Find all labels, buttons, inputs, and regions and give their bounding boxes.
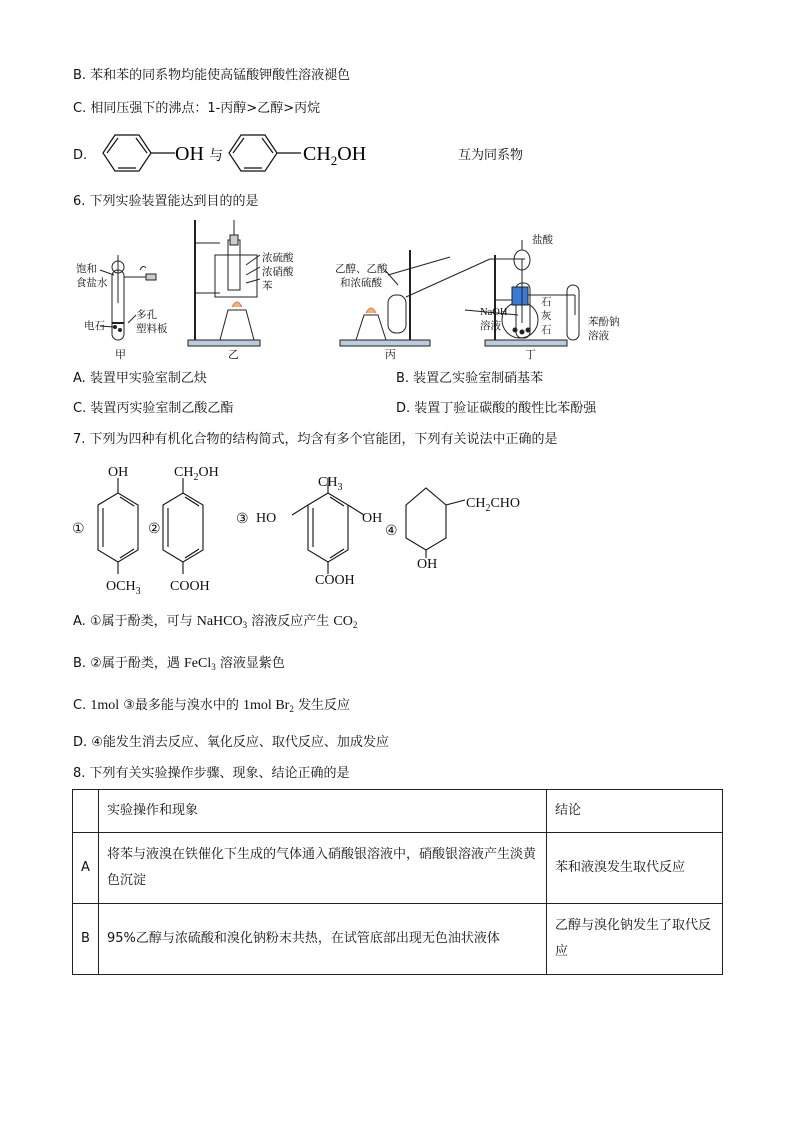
q6-stem: 6. 下列实验装置能达到目的的是 — [73, 194, 259, 209]
label-shi-1: 石 — [541, 297, 552, 308]
caption-jia: 甲 — [115, 349, 126, 360]
q6-option-b: B. 装置乙实验室制硝基苯 — [396, 371, 544, 386]
label-ben: 苯 — [262, 281, 273, 292]
struct3-oh: OH — [362, 511, 383, 526]
q7-option-b: B. ②属于酚类，遇 FeCl$_3$ 溶液显紫色 — [73, 656, 285, 672]
label-rongye: 溶液 — [480, 321, 501, 332]
struct4-number: ④ — [385, 524, 398, 539]
q5-option-b: B. 苯和苯的同系物均能使高锰酸钾酸性溶液褪色 — [73, 68, 351, 83]
q7-option-a: A. ①属于酚类，可与 NaHCO$_3$ 溶液反应产生 $CO_2$ — [73, 614, 358, 630]
label-rongye-2: 溶液 — [588, 331, 609, 342]
struct2-number: ② — [148, 522, 161, 537]
struct3-number: ③ — [236, 512, 249, 527]
label-benfenna: 苯酚钠 — [588, 317, 620, 328]
q8-experiment-table — [72, 789, 723, 975]
label-yansuan: 盐酸 — [532, 235, 553, 246]
table-header-cell — [73, 790, 99, 833]
label-nongliusuan: 浓硫酸 — [262, 253, 294, 264]
row-conclusion: 苯和液溴发生取代反应 — [547, 833, 723, 904]
label-he-nongliusuan: 和浓硫酸 — [340, 278, 382, 289]
q5-option-d-suffix: 互为同系物 — [458, 148, 524, 163]
q6-option-d: D. 装置丁验证碳酸的酸性比苯酚强 — [396, 401, 597, 416]
label-shi-2: 石 — [541, 325, 552, 336]
caption-yi: 乙 — [228, 349, 239, 360]
row-label: A — [73, 833, 99, 904]
q5-option-c: C. 相同压强下的沸点：1-丙醇>乙醇>丙烷 — [73, 101, 321, 116]
q5-ch2oh-label: $CH_2OH$ — [303, 143, 367, 168]
label-duokong: 多孔 — [136, 310, 157, 321]
label-shiyanshui: 食盐水 — [76, 278, 108, 289]
row-operation: 将苯与液溴在铁催化下生成的气体通入硝酸银溶液中，硝酸银溶液产生淡黄色沉淀 — [99, 833, 547, 904]
table-row — [73, 904, 723, 975]
struct1-oh: OH — [108, 465, 129, 480]
label-suliaoban: 塑料板 — [136, 324, 168, 335]
q5-with-label: 与 — [209, 149, 223, 164]
label-hui: 灰 — [541, 311, 552, 322]
q5-oh-label: OH — [175, 143, 204, 165]
label-baohe: 饱和 — [76, 264, 97, 275]
struct3-ho: HO — [256, 511, 277, 526]
q6-apparatus-figure — [70, 215, 670, 360]
q5-option-d-prefix: D. — [73, 148, 88, 163]
q7-option-c: C. 1mol ③最多能与溴水中的 1mol $Br_2$ 发生反应 — [73, 698, 350, 714]
q6-option-a: A. 装置甲实验室制乙炔 — [73, 371, 207, 386]
caption-ding: 丁 — [525, 349, 536, 360]
label-yichun-yisuan: 乙醇、乙酸 — [335, 264, 388, 275]
table-header-row — [73, 790, 723, 833]
struct4-ch2cho: $CH_2CHO$ — [466, 496, 521, 514]
label-naoh: NaOH — [480, 307, 508, 318]
label-nongxiaosuan: 浓硝酸 — [262, 267, 294, 278]
q5-option-d-structures — [93, 133, 513, 173]
struct3-ch3: $CH_3$ — [318, 475, 343, 493]
apparatus-yi — [188, 220, 260, 346]
struct3-cooh: COOH — [315, 573, 355, 588]
table-header-cell: 实验操作和现象 — [99, 790, 547, 833]
q7-stem: 7. 下列为四种有机化合物的结构简式，均含有多个官能团，下列有关说法中正确的是 — [73, 432, 558, 447]
benzene-ring-icon — [103, 135, 175, 171]
table-row — [73, 833, 723, 904]
struct1-och3: $OCH_3$ — [106, 579, 141, 595]
row-operation: 95%乙醇与浓硫酸和溴化钠粉末共热，在试管底部出现无色油状液体 — [99, 904, 547, 975]
q6-option-c: C. 装置丙实验室制乙酸乙酯 — [73, 401, 234, 416]
struct4-oh: OH — [417, 557, 438, 572]
benzene-ring-icon — [229, 135, 301, 171]
row-conclusion: 乙醇与溴化钠发生了取代反应 — [547, 904, 723, 975]
struct1-number: ① — [72, 522, 85, 537]
q7-structures-figure — [70, 460, 590, 595]
label-dianshi: 电石 — [84, 321, 105, 332]
q8-stem: 8. 下列有关实验操作步骤、现象、结论正确的是 — [73, 766, 350, 781]
caption-bing: 丙 — [385, 349, 396, 360]
row-label: B — [73, 904, 99, 975]
struct2-ch2oh: $CH_2OH$ — [174, 465, 219, 483]
struct2-cooh: COOH — [170, 579, 210, 594]
q7-option-d: D. ④能发生消去反应、氧化反应、取代反应、加成发应 — [73, 735, 389, 750]
table-header-cell: 结论 — [547, 790, 723, 833]
